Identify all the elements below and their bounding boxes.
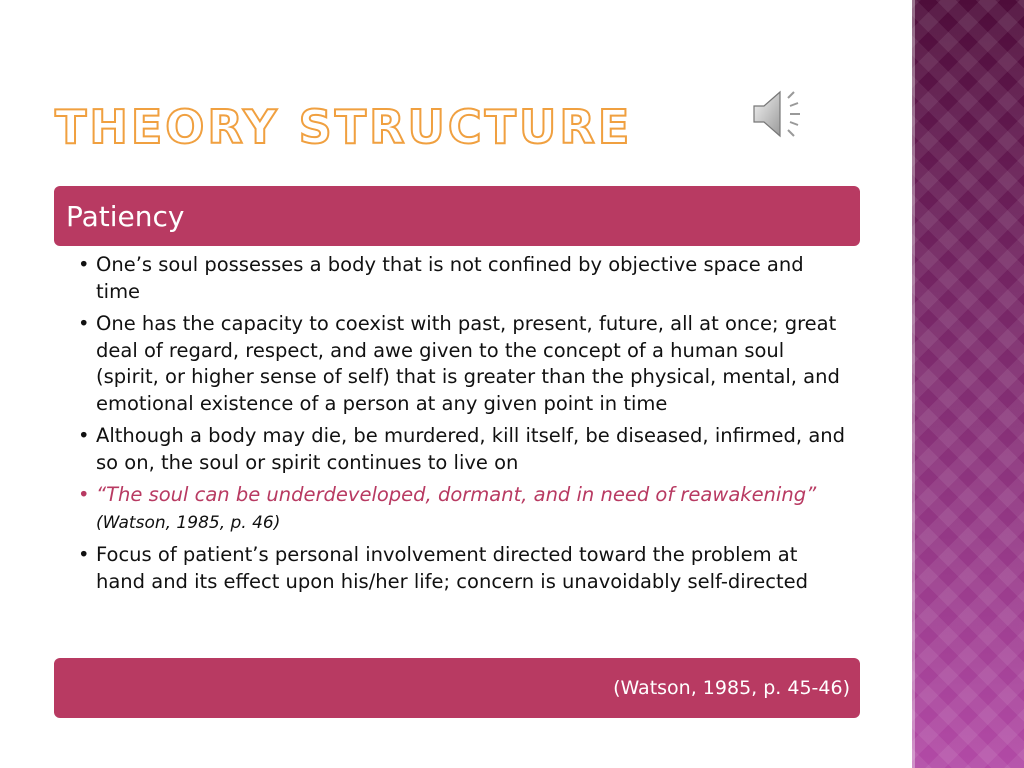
footer-box [54,658,860,718]
bullet-dot: • [78,543,90,566]
quote-text: “The soul can be underdeveloped, dormant, and in need of reawakening” [96,483,817,506]
bullet-text: Although a body may die, be murdered, kill itself, be diseased, infirmed, and so on, the soul or spirit continues to live on [96,424,846,474]
bullet-item [78,252,848,305]
bullet-dot: • [78,312,90,335]
bullet-dot: • [78,424,90,447]
speaker-icon[interactable] [748,84,812,144]
bullet-list [78,252,848,601]
bullet-item [78,311,848,417]
bullet-item [78,542,848,595]
header-box [54,186,860,246]
bullet-dot: • [78,253,90,276]
bullet-item [78,423,848,476]
bullet-dot: • [78,483,90,506]
bullet-item-quote [78,482,848,536]
bullet-text: One has the capacity to coexist with past, present, future, all at once; great deal of regard, respect, and awe given to the concept of a human soul (spirit, or higher sense of self) that is greater than the physical, mental, and emotional existence of a person at any given point in time [96,312,840,415]
quote-citation: (Watson, 1985, p. 46) [96,512,281,533]
header-label: Patiency [66,199,185,233]
slide-title: THEORY STRUCTURE [55,100,633,154]
footer-citation: (Watson, 1985, p. 45-46) [613,677,850,699]
decorative-side-band [912,0,1024,768]
bullet-text: One’s soul possesses a body that is not confined by objective space and time [96,253,804,303]
bullet-text: Focus of patient’s personal involvement directed toward the problem at hand and its effect upon his/her life; concern is unavoidably self-directed [96,543,808,593]
